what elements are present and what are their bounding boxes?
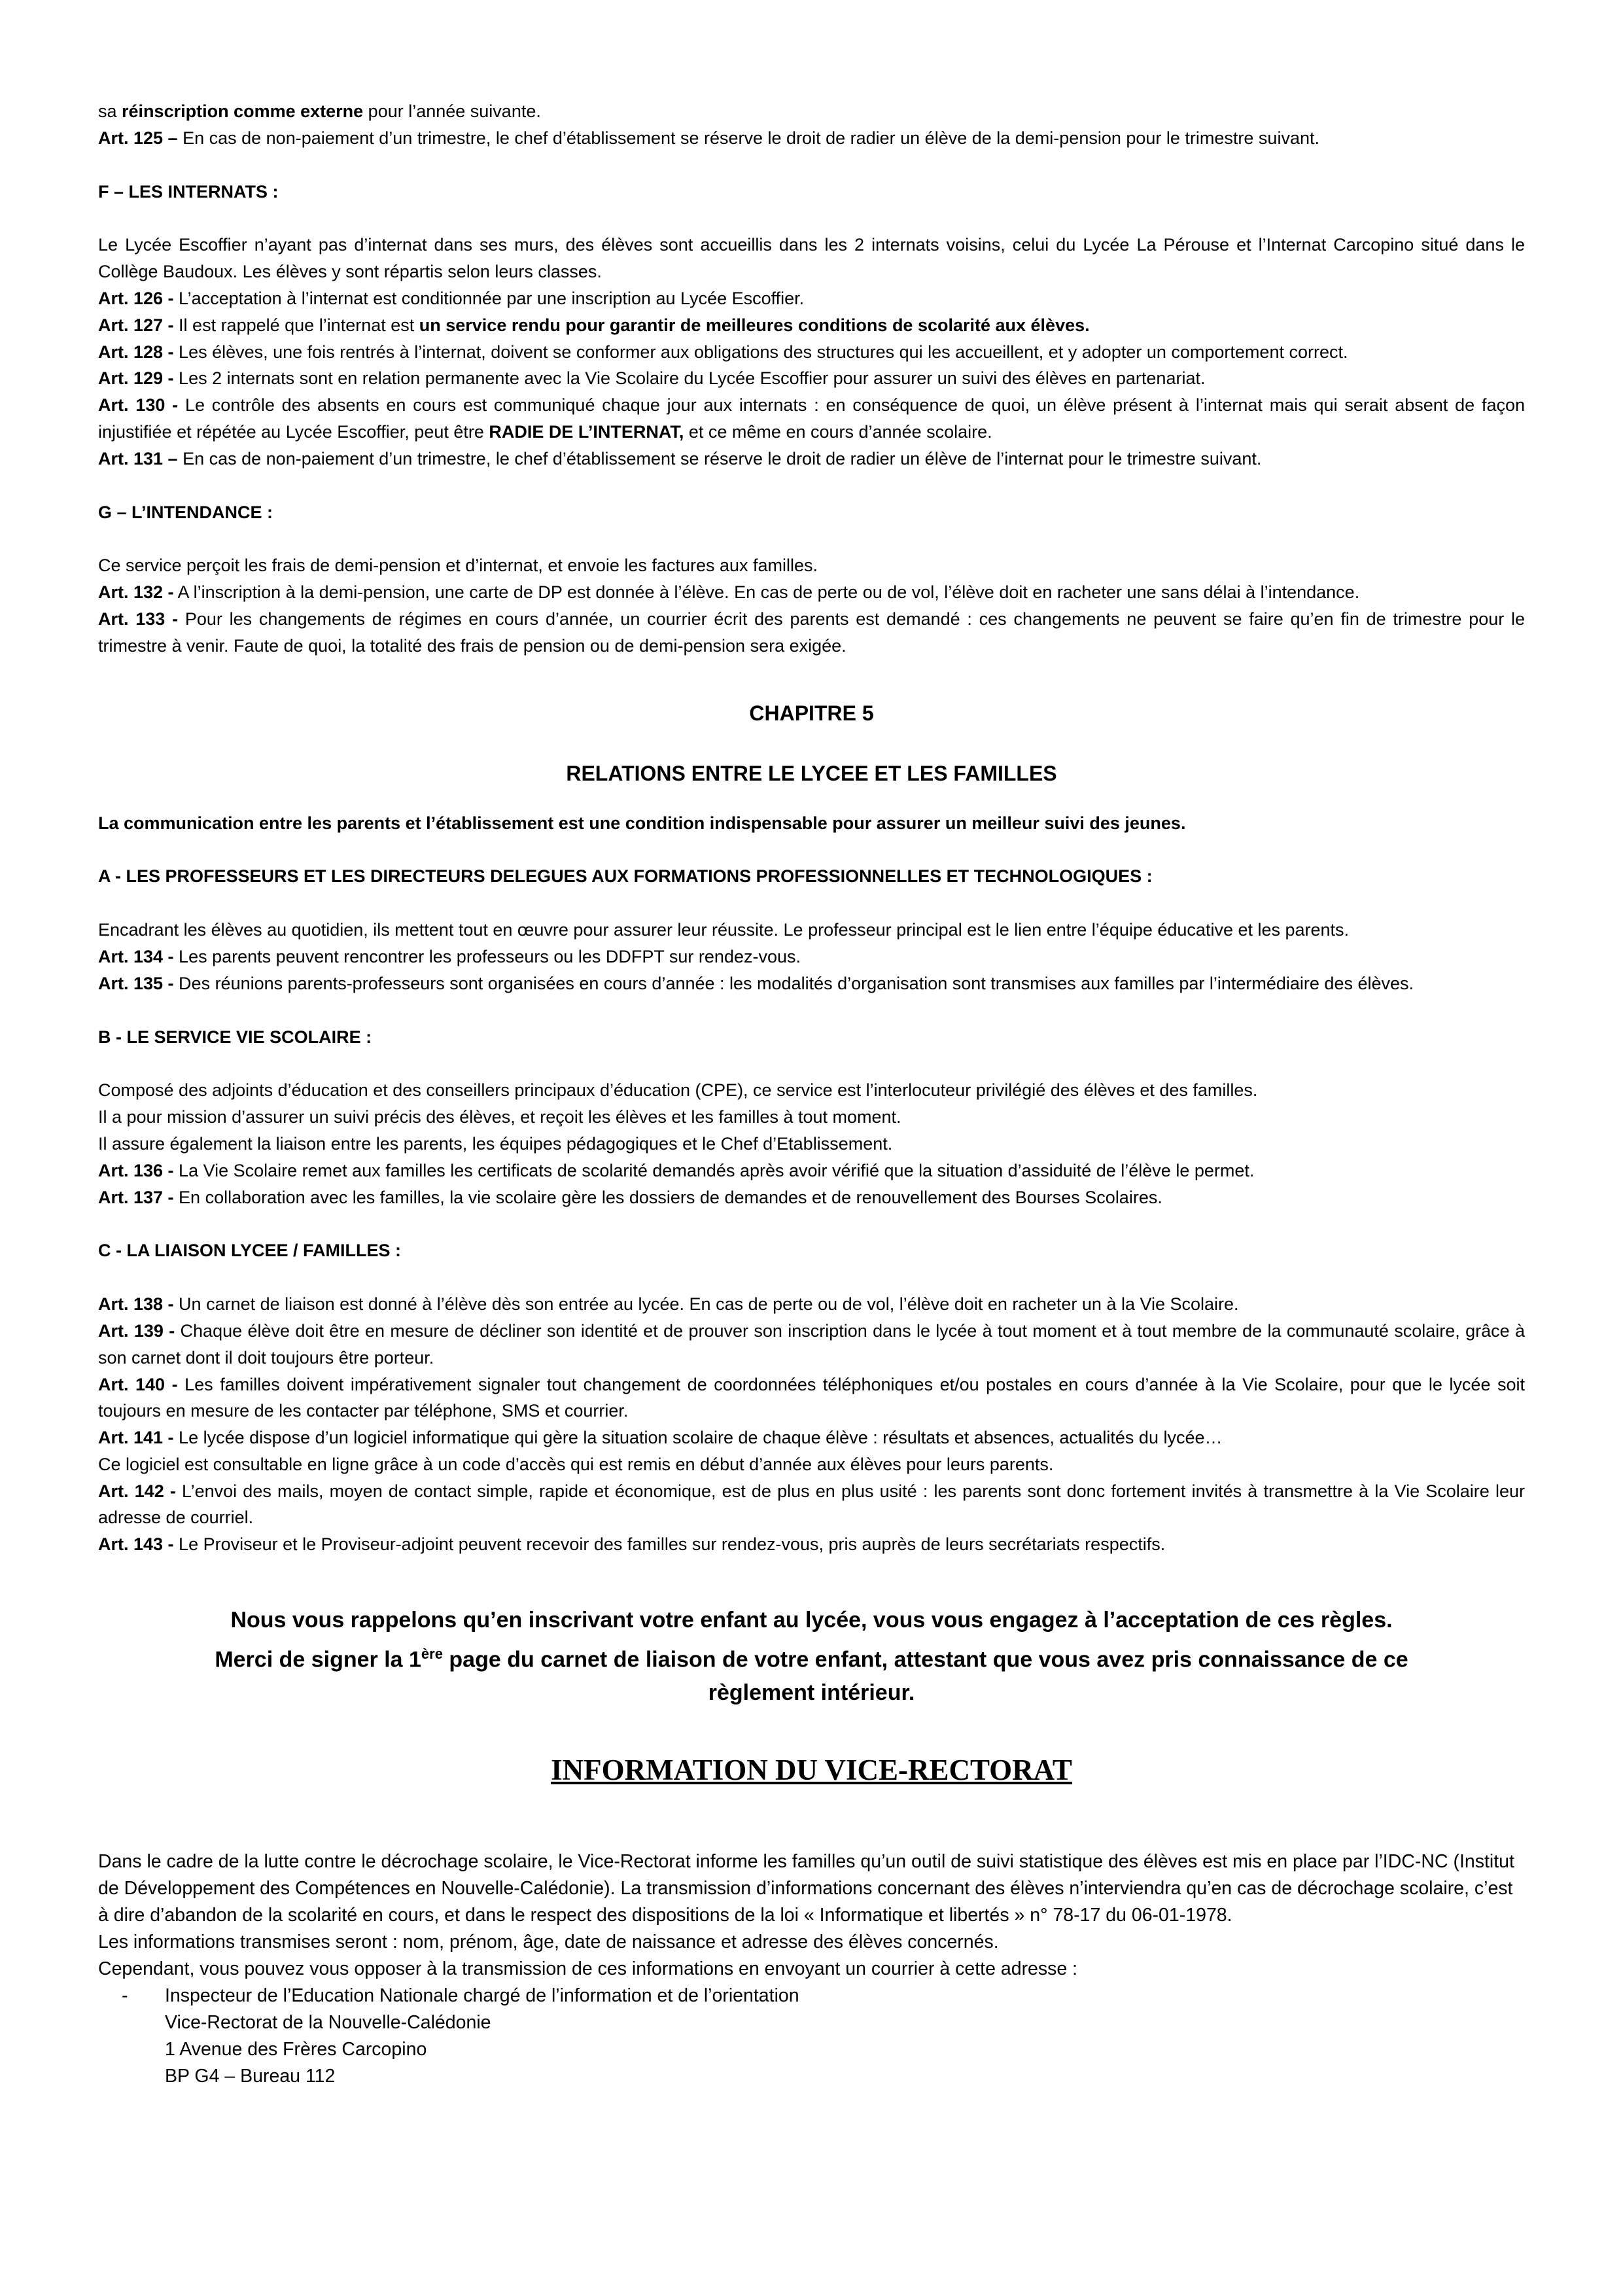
- section-c-title: C - LA LIAISON LYCEE / FAMILLES :: [98, 1241, 402, 1261]
- section-b-line-2: Il a pour mission d’assurer un suivi précis des élèves, et reçoit les élèves et les familles à tout moment.: [98, 1107, 901, 1127]
- article-133: Art. 133 - Pour les changements de régimes en cours d’année, un courrier écrit des parents est demandé : ces changements ne peuvent se faire qu’en fin de trimestre pour le trimestre à venir. Faute de quoi, la totalité des frais de pension ou de demi-pension sera exigée.: [98, 609, 1525, 656]
- chapter-number: CHAPITRE 5: [749, 701, 874, 725]
- section-b-line-3: Il assure également la liaison entre les parents, les équipes pédagogiques et le Chef d’Etablissement.: [98, 1133, 893, 1154]
- article-135: Art. 135 - Des réunions parents-professeurs sont organisées en cours d’année : les modalités d’organisation sont transmises aux familles par l’intermédiaire des élèves.: [98, 973, 1414, 993]
- article-138: Art. 138 - Un carnet de liaison est donné à l’élève dès son entrée au lycée. En cas de perte ou de vol, l’élève doit en racheter un à la Vie Scolaire.: [98, 1294, 1239, 1315]
- section-b-line-1: Composé des adjoints d’éducation et des conseillers principaux d’éducation (CPE), ce service est l’interlocuteur privilégié des élèves et des familles.: [98, 1080, 1258, 1101]
- section-f-title: F – LES INTERNATS :: [98, 181, 279, 202]
- article-127: Art. 127 - Il est rappelé que l’internat est un service rendu pour garantir de meilleures conditions de scolarité aux élèves.: [98, 315, 1090, 335]
- article-130: Art. 130 - Le contrôle des absents en cours est communiqué chaque jour aux internats : en conséquence de quoi, un élève présent à l’internat mais qui serait absent de façon injustifiée et répétée au Lycée Escoffier, peut être RADIE DE L’INTERNAT, et ce même en cours d’année scolaire.: [98, 395, 1525, 442]
- article-142: Art. 142 - L’envoi des mails, moyen de contact simple, rapide et économique, est de plus en plus usité : les parents sont donc fortement invités à transmettre à la Vie Scolaire leur adresse de courriel.: [98, 1481, 1525, 1528]
- article-140: Art. 140 - Les familles doivent impérativement signaler tout changement de coordonnées téléphoniques et/ou postales en cours d’année à la Vie Scolaire, pour que le lycée soit toujours en mesure de les contacter par téléphone, SMS et courrier.: [98, 1374, 1525, 1421]
- section-b-title: B - LE SERVICE VIE SCOLAIRE :: [98, 1027, 372, 1047]
- article-128: Art. 128 - Les élèves, une fois rentrés à l’internat, doivent se conformer aux obligations des structures qui les accueillent, et y adopter un comportement correct.: [98, 342, 1348, 362]
- article-126: Art. 126 - L’acceptation à l’internat est conditionnée par une inscription au Lycée Escoffier.: [98, 288, 805, 308]
- chapter-title: RELATIONS ENTRE LE LYCEE ET LES FAMILLES: [566, 761, 1057, 785]
- article-139: Art. 139 - Chaque élève doit être en mesure de décliner son identité et de prouver son inscription dans le lycée à tout moment et à tout membre de la communauté scolaire, grâce à son carnet dont il doit toujours être porteur.: [98, 1320, 1525, 1368]
- section-a-title: A - LES PROFESSEURS ET LES DIRECTEURS DELEGUES AUX FORMATIONS PROFESSIONNELLES ET TECHNOLOGIQUES :: [98, 866, 1153, 887]
- vice-rectorat-paragraph-3: Cependant, vous pouvez vous opposer à la transmission de ces informations en envoyant un courrier à cette adresse :: [98, 1958, 1078, 1980]
- article-141-continued: Ce logiciel est consultable en ligne grâce à un code d’accès qui est remis en début d’année aux élèves pour leurs parents.: [98, 1454, 1054, 1474]
- article-129: Art. 129 - Les 2 internats sont en relation permanente avec la Vie Scolaire du Lycée Escoffier pour assurer un suivi des élèves en partenariat.: [98, 368, 1206, 389]
- address-line-1: - Inspecteur de l’Education Nationale chargé de l’information et de l’orientation: [122, 1985, 799, 2007]
- section-a-intro: Encadrant les élèves au quotidien, ils mettent tout en œuvre pour assurer leur réussite. Le professeur principal est le lien entre l’équipe éducative et les parents.: [98, 920, 1350, 940]
- vice-rectorat-paragraph-1: Dans le cadre de la lutte contre le décrochage scolaire, le Vice-Rectorat informe les familles qu’un outil de suivi statistique des élèves est mis en place par l’IDC-NC (Institut de Développement des Compétences en Nouvelle-Calédonie). La transmission d’informations concernant des élèves n’interviendra qu’en cas de décrochage scolaire, c’est à dire d’abandon de la scolarité en cours, et dans le respect des dispositions de la loi « Informatique et libertés » n° 78-17 du 06-01-1978.: [98, 1851, 1514, 1926]
- vice-rectorat-paragraph-2: Les informations transmises seront : nom, prénom, âge, date de naissance et adresse des élèves concernés.: [98, 1932, 999, 1953]
- vice-rectorat-title: INFORMATION DU VICE-RECTORAT: [551, 1754, 1072, 1787]
- section-g-intro: Ce service perçoit les frais de demi-pension et d’internat, et envoie les factures aux familles.: [98, 556, 818, 576]
- article-137: Art. 137 - En collaboration avec les familles, la vie scolaire gère les dossiers de demandes et de renouvellement des Bourses Scolaires.: [98, 1187, 1162, 1207]
- article-136: Art. 136 - La Vie Scolaire remet aux familles les certificats de scolarité demandés après avoir vérifié que la situation d’assiduité de l’élève le permet.: [98, 1160, 1255, 1180]
- section-f-intro: Le Lycée Escoffier n’ayant pas d’internat dans ses murs, des élèves sont accueillis dans les 2 internats voisins, celui du Lycée La Pérouse et l’Internat Carcopino situé dans le Collège Baudoux. Les élèves y sont répartis selon leurs classes.: [98, 235, 1525, 282]
- article-131: Art. 131 – En cas de non-paiement d’un trimestre, le chef d’établissement se réserve le droit de radier un élève de l’internat pour le trimestre suivant.: [98, 448, 1262, 468]
- article-132: Art. 132 - A l’inscription à la demi-pension, une carte de DP est donnée à l’élève. En cas de perte ou de vol, l’élève doit en racheter une sans délai à l’intendance.: [98, 582, 1360, 603]
- article-143: Art. 143 - Le Proviseur et le Proviseur-adjoint peuvent recevoir des familles sur rendez-vous, pris auprès de leurs secrétariats respectifs.: [98, 1534, 1166, 1555]
- article-141: Art. 141 - Le lycée dispose d’un logiciel informatique qui gère la situation scolaire de chaque élève : résultats et absences, actualités du lycée…: [98, 1428, 1223, 1448]
- article-125: Art. 125 – En cas de non-paiement d’un trimestre, le chef d’établissement se réserve le droit de radier un élève de la demi-pension pour le trimestre suivant.: [98, 128, 1319, 148]
- closing-line-1: Nous vous rappelons qu’en inscrivant votre enfant au lycée, vous vous engagez à l’acceptation de ces règles.: [230, 1608, 1393, 1633]
- article-134: Art. 134 - Les parents peuvent rencontrer les professeurs ou les DDFPT sur rendez-vous.: [98, 946, 801, 966]
- closing-line-3: règlement intérieur.: [708, 1680, 915, 1706]
- address-line-2: Vice-Rectorat de la Nouvelle-Calédonie: [165, 2012, 491, 2034]
- chapter-intro: La communication entre les parents et l’établissement est une condition indispensable pour assurer un meilleur suivi des jeunes.: [98, 813, 1186, 833]
- section-g-title: G – L’INTENDANCE :: [98, 502, 273, 522]
- address-line-3: 1 Avenue des Frères Carcopino: [165, 2039, 427, 2060]
- closing-line-2: Merci de signer la 1ère page du carnet de liaison de votre enfant, attestant que vous avez pris connaissance de ce: [215, 1646, 1408, 1672]
- address-line-4: BP G4 – Bureau 112: [165, 2066, 336, 2087]
- intro-line: sa réinscription comme externe pour l’année suivante.: [98, 101, 541, 121]
